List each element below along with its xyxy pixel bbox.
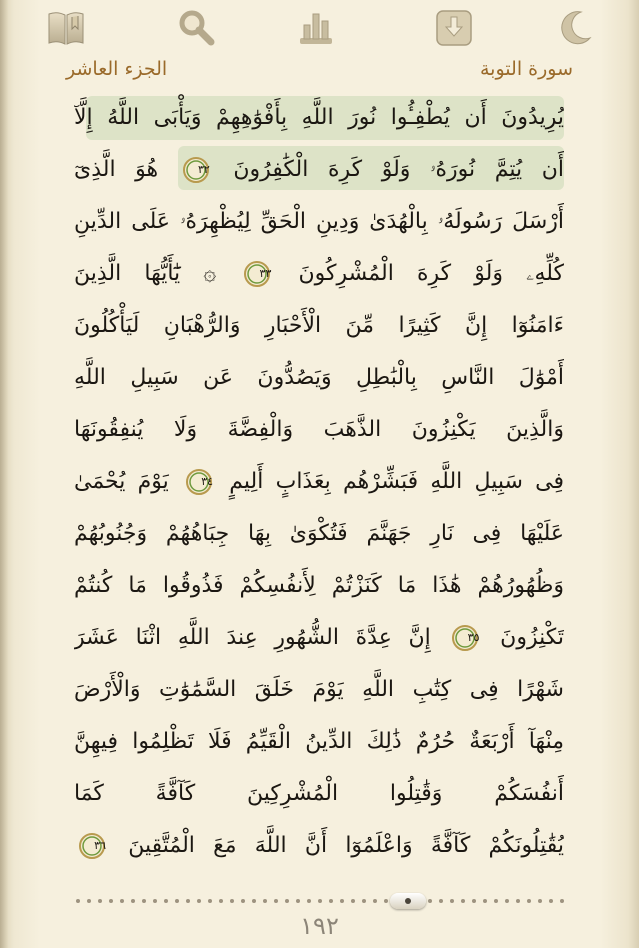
ayah-number-marker xyxy=(78,832,106,860)
page-slider-dot xyxy=(241,899,245,903)
page-slider-dot xyxy=(230,899,234,903)
verse-text: أَنفُسَكُمْ وَقَٰتِلُوا الْمُشْرِكِينَ كَآفَّةً كَمَا xyxy=(74,781,564,806)
page-slider-thumb[interactable] xyxy=(390,893,426,909)
page-slider-dot xyxy=(164,899,168,903)
page-number: ١٩٢ xyxy=(300,912,339,940)
ayah-number: ٣٦ xyxy=(94,839,106,852)
book-spine xyxy=(0,0,8,948)
verse-line xyxy=(74,300,564,352)
toolbar xyxy=(0,0,639,56)
crescent-icon xyxy=(554,8,594,48)
page-slider-dot xyxy=(560,899,564,903)
page-slider-dot xyxy=(329,899,333,903)
page-slider-dot xyxy=(340,899,344,903)
ayah-number-marker xyxy=(185,468,213,496)
verse-text: أَرْسَلَ رَسُولَهُۥ بِالْهُدَىٰ وَدِينِ الْحَقِّ لِيُظْهِرَهُۥ عَلَى الدِّينِ xyxy=(74,209,564,234)
page-slider-dot xyxy=(527,899,531,903)
verse-text: مِنْهَآ أَرْبَعَةٌ حُرُمٌ ذَٰلِكَ الدِّينُ الْقَيِّمُ فَلَا تَظْلِمُوا فِيهِنَّ xyxy=(74,729,564,754)
verse-line xyxy=(74,664,564,716)
page-slider-dot xyxy=(252,899,256,903)
verse-text-block[interactable] xyxy=(74,92,564,872)
verse-text: وَظُهُورُهُمْ هَٰذَا مَا كَنَزْتُمْ لِأَنفُسِكُمْ فَذُوقُوا مَا كُنتُمْ xyxy=(74,573,564,598)
verse-text: ءَامَنُوٓا إِنَّ كَثِيرًا مِّنَ الْأَحْبَارِ وَالرُّهْبَانِ لَيَأْكُلُونَ xyxy=(74,313,564,338)
page-slider-dot xyxy=(439,899,443,903)
verse-line xyxy=(74,456,564,508)
page-slider-dot xyxy=(362,899,366,903)
page-slider-dot xyxy=(549,899,553,903)
verse-line xyxy=(74,144,564,196)
page-slider-dot xyxy=(538,899,542,903)
page-slider-dot xyxy=(450,899,454,903)
page-slider-dot xyxy=(175,899,179,903)
page-slider-dot xyxy=(505,899,509,903)
night-mode-button[interactable] xyxy=(552,6,596,50)
verse-text: شَهْرًا فِى كِتَٰبِ اللَّهِ يَوْمَ خَلَقَ السَّمَٰوَٰتِ وَالْأَرْضَ xyxy=(74,677,564,702)
page-slider-dot xyxy=(98,899,102,903)
verse-text: إِنَّ عِدَّةَ الشُّهُورِ عِندَ اللَّهِ اثْنَا عَشَرَ xyxy=(74,625,431,650)
verse-text: وَالَّذِينَ يَكْنِزُونَ الذَّهَبَ وَالْفِضَّةَ وَلَا يُنفِقُونَهَا xyxy=(74,417,564,442)
bar-chart-icon xyxy=(296,8,336,48)
verse-line xyxy=(74,92,564,144)
page-slider-dot xyxy=(428,899,432,903)
page-slider-dot xyxy=(109,899,113,903)
search-button[interactable] xyxy=(174,6,218,50)
book-button[interactable] xyxy=(44,6,88,50)
page-slider-dot xyxy=(516,899,520,903)
page-slider-dot xyxy=(219,899,223,903)
book-icon xyxy=(46,9,86,47)
page-slider-dot xyxy=(472,899,476,903)
ayah-number-marker xyxy=(243,260,271,288)
page-slider-dot xyxy=(351,899,355,903)
page-slider-dot xyxy=(285,899,289,903)
stats-button[interactable] xyxy=(294,6,338,50)
page-slider-dot xyxy=(274,899,278,903)
download-icon xyxy=(434,8,474,48)
verse-line xyxy=(74,768,564,820)
verse-text: كُلِّهِۦ وَلَوْ كَرِهَ الْمُشْرِكُونَ xyxy=(275,261,564,286)
surah-title: سورة التوبة xyxy=(480,58,573,80)
verse-line xyxy=(74,508,564,560)
page-slider-dot xyxy=(461,899,465,903)
page-slider-dot xyxy=(142,899,146,903)
verse-text: يُقَٰتِلُونَكُمْ كَآفَّةً وَاعْلَمُوٓا أَنَّ اللَّهَ مَعَ الْمُتَّقِينَ xyxy=(110,833,564,858)
verse-line xyxy=(74,352,564,404)
page-slider-dot xyxy=(197,899,201,903)
page-slider-dot xyxy=(483,899,487,903)
page-slider-dot xyxy=(384,899,388,903)
verse-text: ۞ يَٰٓأَيُّهَا الَّذِينَ xyxy=(74,261,217,286)
page-slider-track[interactable] xyxy=(76,897,564,907)
verse-text: يُرِيدُونَ أَن يُطْفِـُٔوا نُورَ اللَّهِ بِأَفْوَٰهِهِمْ وَيَأْبَى اللَّهُ إِلَّآ xyxy=(74,105,564,130)
download-button[interactable] xyxy=(432,6,476,50)
page-slider-dot xyxy=(208,899,212,903)
verse-line xyxy=(74,560,564,612)
page-slider-dot xyxy=(76,899,80,903)
verse-text: تَكْنِزُونَ xyxy=(483,625,564,650)
ayah-number: ٣٣ xyxy=(259,267,272,280)
verse-text: أَمْوَٰلَ النَّاسِ بِالْبَٰطِلِ وَيَصُدُّونَ عَن سَبِيلِ اللَّهِ xyxy=(74,365,564,390)
ayah-number: ٣٤ xyxy=(201,475,214,488)
page-slider-dot xyxy=(296,899,300,903)
page-slider-dot xyxy=(131,899,135,903)
verse-text: هُوَ الَّذِىٓ xyxy=(74,157,159,182)
verse-text: أَن يُتِمَّ نُورَهُۥ وَلَوْ كَرِهَ الْكَٰفِرُونَ xyxy=(213,157,564,182)
page-slider-dot xyxy=(263,899,267,903)
verse-line xyxy=(74,820,564,872)
verse-line xyxy=(74,612,564,664)
verse-line xyxy=(74,248,564,300)
page-slider-dot xyxy=(120,899,124,903)
ayah-number: ٣٥ xyxy=(467,631,480,644)
ayah-number-marker xyxy=(451,624,479,652)
juz-title: الجزء العاشر xyxy=(66,58,168,80)
page-slider-dot xyxy=(373,899,377,903)
verse-line xyxy=(74,196,564,248)
page-slider-dot xyxy=(186,899,190,903)
verse-line xyxy=(74,716,564,768)
page-slider-dot xyxy=(307,899,311,903)
verse-text: فِى سَبِيلِ اللَّهِ فَبَشِّرْهُم بِعَذَابٍ أَلِيمٍ xyxy=(217,469,564,494)
search-icon xyxy=(176,8,216,48)
verse-text: عَلَيْهَا فِى نَارِ جَهَنَّمَ فَتُكْوَىٰ بِهَا جِبَاهُهُمْ وَجُنُوبُهُمْ xyxy=(74,521,564,546)
ayah-number-marker xyxy=(182,156,210,184)
ayah-number: ٣٢ xyxy=(197,163,210,176)
page-slider-dot xyxy=(318,899,322,903)
page-slider-dot xyxy=(87,899,91,903)
page-slider-dot xyxy=(494,899,498,903)
page-slider-dot xyxy=(153,899,157,903)
verse-line xyxy=(74,404,564,456)
verse-text: يَوْمَ يُحْمَىٰ xyxy=(74,469,169,494)
